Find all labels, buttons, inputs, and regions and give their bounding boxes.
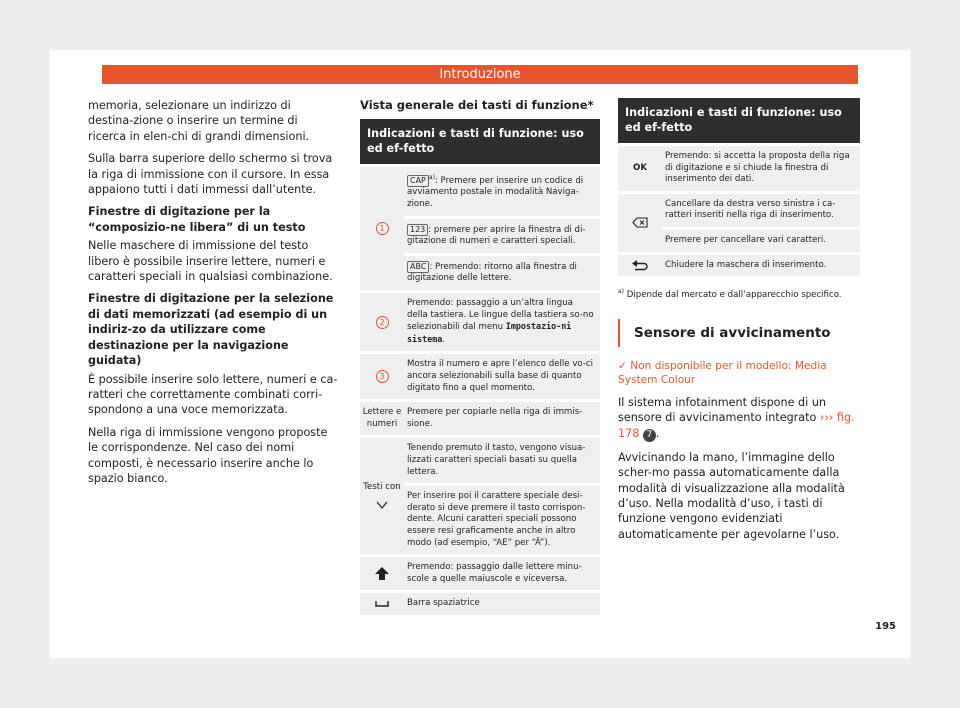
backspace-icon [632, 217, 648, 228]
table-cell: Cancellare da destra verso sinistra i ca-ratteri inseriti nella riga di inserimento. [665, 198, 836, 221]
page-number: 195 [875, 621, 896, 632]
footnote-mark: a) [618, 288, 625, 296]
row-key [360, 593, 404, 615]
row-key [618, 194, 662, 252]
footnote [618, 286, 860, 301]
table-cell: Premendo: passaggio dalle lettere minu-scole a quelle maiuscole e viceversa. [407, 562, 582, 584]
table-cell [404, 216, 600, 253]
table-row [360, 557, 600, 590]
figure-link[interactable]: ››› fig. 178 [618, 411, 855, 440]
return-arrow-icon [632, 260, 648, 271]
table-row [360, 402, 600, 435]
manual-page [50, 50, 910, 658]
cell-text: : Premere per inserire un codice di avviamento postale in modalità Naviga-zione. [407, 175, 584, 210]
table-cell: Premere per cancellare vari caratteri. [662, 227, 860, 252]
footnote-mark: a) [428, 174, 435, 181]
cap-key: CAP [407, 175, 429, 187]
cell-text: : Premendo: ritorno alla finestra di digitazione delle lettere. [407, 261, 577, 284]
row-key [360, 167, 404, 290]
row-key: OK [633, 162, 647, 173]
table-cell: Per inserire poi il carattere speciale desi-derato si deve premere il tasto corrispon-dente. Alcuni caratteri speciali possono essere resi graficamente anche in altro modo (ad esempio, “AE” per “Ä”). [404, 483, 600, 554]
subheading: Finestre di digitazione per la selezione di dati memorizzati (ad esempio di un indiriz-zo da utilizzare come destinazione per la navigazione guidata) [88, 292, 334, 368]
chevron-down-icon [376, 500, 388, 510]
table-row [360, 293, 600, 351]
table-cell [404, 253, 600, 290]
table-cell [404, 293, 600, 351]
space-bar-icon [375, 600, 389, 608]
paragraph: Sulla barra superiore dello schermo si trova la riga di immissione con il cursore. In essa appaiono tutti i dati immessi dall’utente. [88, 152, 333, 197]
check-icon: ✓ [618, 360, 627, 373]
table-cell: Premendo: si accetta la proposta della riga di digitazione e si chiude la finestra di inserimento dei dati. [665, 151, 850, 185]
paragraph: Nelle maschere di immissione del testo libero è possibile inserire lettere, numeri e caratteri speciali in qualsiasi combinazione. [88, 239, 333, 284]
cell-text: : premere per aprire la finestra di di-gitazione di numeri e caratteri speciali. [407, 224, 586, 247]
table-row [618, 255, 860, 277]
number-badge: 2 [376, 316, 389, 329]
table-row [360, 438, 600, 554]
row-key [618, 255, 662, 277]
left-column [88, 98, 338, 493]
paragraph: Avvicinando la mano, l’immagine dello scher-mo passa automaticamente dalla modalità di visualizzazione alla modalità d’uso. Nella modalità d’uso, i tasti di funzione vengono evidenziati automaticamente per agevolarne l’uso. [618, 450, 845, 541]
table-row [360, 354, 600, 399]
row-key-label: Testi con [363, 482, 401, 493]
function-table [360, 119, 600, 615]
section-heading: Sensore di avvicinamento [618, 319, 860, 347]
number-badge: 1 [376, 222, 389, 235]
subheading: Finestre di digitazione per la “composizio-ne libera” di un testo [88, 205, 306, 234]
table-header: Indicazioni e tasti di funzione: uso ed ef-fetto [618, 98, 860, 143]
table-row [360, 167, 600, 290]
chapter-banner: Introduzione [102, 65, 858, 84]
paragraph-text: . [655, 426, 660, 440]
section-title: Vista generale dei tasti di funzione* [360, 98, 594, 112]
cell-text: Premendo: passaggio a un’altra lingua della tastiera. Le lingue della tastiera so-no selezionabili dal menu [407, 298, 594, 333]
paragraph [618, 395, 860, 442]
row-key [360, 354, 404, 399]
letters-key: ABC [407, 261, 429, 273]
table-row [618, 194, 860, 252]
row-key [360, 557, 404, 590]
paragraph: memoria, selezionare un indirizzo di destina-zione o inserire un termine di ricerca in elen-chi di grandi dimensioni. [88, 99, 310, 143]
note-text: Non disponibile per il modello: Media System Colour [618, 360, 827, 387]
table-cell: Premere per copiarle nella riga di immis-sione. [407, 407, 583, 429]
table-cell: Tenendo premuto il tasto, vengono visua-lizzati caratteri speciali basati su quella lettera. [407, 443, 586, 477]
function-table [618, 98, 860, 276]
table-row [360, 593, 600, 615]
row-key [360, 438, 404, 554]
numbers-key: 123 [407, 224, 428, 236]
middle-column [360, 98, 600, 615]
paragraph: È possibile inserire solo lettere, numeri e ca-ratteri che correttamente combinati corri-spondono a una voce memorizzata. [88, 372, 338, 417]
cell-text: . [442, 334, 446, 345]
table-row [618, 146, 860, 191]
number-badge: 3 [376, 370, 389, 383]
menu-name: Impostazio-ni sistema [407, 321, 572, 344]
table-cell: Chiudere la maschera di inserimento. [665, 259, 827, 270]
right-column [618, 98, 860, 542]
footnote-text: Dipende dal mercato e dall’apparecchio specifico. [626, 290, 842, 301]
table-cell: Barra spaziatrice [407, 598, 480, 609]
paragraph: Nella riga di immissione vengono proposte le corrispondenze. Nel caso dei nomi composti, è necessario inserire anche lo spazio bianco. [88, 425, 328, 485]
table-header: Indicazioni e tasti di funzione: uso ed ef-fetto [360, 119, 600, 164]
table-cell [404, 167, 600, 216]
availability-note [618, 359, 860, 387]
shift-arrow-icon [375, 567, 389, 580]
row-key: Lettere e numeri [362, 407, 402, 429]
row-key [360, 293, 404, 351]
table-cell: Mostra il numero e apre l’elenco delle vo-ci ancora selezionabili sulla base di quanto digitato fino a quel momento. [407, 359, 594, 393]
paragraph-text: Il sistema infotainment dispone di un sensore di avvicinamento integrato [618, 396, 827, 425]
callout-number: 7 [643, 429, 656, 442]
